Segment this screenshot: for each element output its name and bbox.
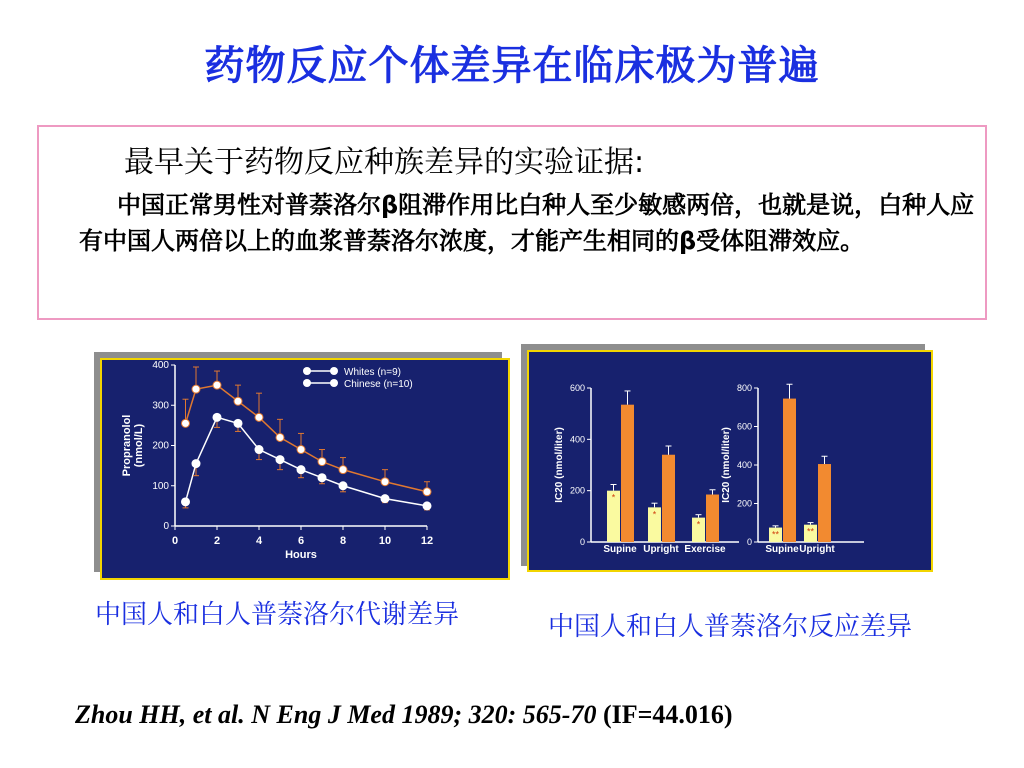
y-tick-label: 400 [736, 460, 752, 470]
data-point [182, 498, 190, 506]
y-tick-label: 600 [569, 383, 585, 393]
data-point [255, 413, 263, 421]
x-tick-label: Upright [643, 544, 679, 555]
x-tick-label: 0 [171, 535, 179, 547]
y-tick-label: 0 [746, 537, 752, 547]
data-point [318, 458, 326, 466]
significance-mark: * [652, 509, 657, 520]
x-tick-label: 12 [420, 535, 434, 547]
bar-chart-frame [521, 344, 933, 572]
y-tick-label: 200 [736, 498, 752, 509]
legend-marker [303, 367, 311, 375]
y-axis-label-group [554, 427, 565, 503]
data-point [339, 482, 347, 490]
impact-factor: (IF=44.016) [596, 700, 733, 729]
x-tick-label: Supine [765, 544, 799, 555]
data-point [318, 474, 326, 482]
y-tick-label: 400 [152, 360, 169, 371]
line-chart [102, 360, 508, 578]
bar-orange [621, 405, 634, 542]
data-point [234, 397, 242, 405]
data-point [182, 419, 190, 427]
y-axis-label-group [121, 415, 145, 477]
data-point [297, 466, 305, 474]
bar-orange [818, 464, 831, 542]
x-tick-label: Upright [799, 544, 835, 555]
y-tick-label: 200 [569, 485, 585, 496]
legend-marker [303, 379, 311, 387]
significance-mark: ** [771, 529, 780, 540]
significance-mark: * [611, 492, 616, 503]
line-chart-frame [94, 352, 510, 580]
bar-orange [783, 399, 796, 542]
data-point [213, 381, 221, 389]
y-tick-label: 0 [163, 521, 169, 532]
data-point [276, 433, 284, 441]
evidence-text: 中国正常男性对普萘洛尔β阻滞作用比白种人至少敏感两倍，也就是说，白种人应有中国人两倍以上的血浆普萘洛尔浓度，才能产生相同的β受体阻滞效应。 [79, 191, 975, 255]
caption-left: 中国人和白人普萘洛尔代谢差异 [95, 600, 460, 630]
data-point [213, 413, 221, 421]
x-tick-label: 8 [339, 535, 347, 547]
bar-orange [706, 495, 719, 542]
series-line [186, 385, 428, 492]
legend-label: Whites (n=9) [344, 367, 401, 378]
x-tick-label: Supine [603, 544, 637, 555]
data-point [192, 460, 200, 468]
x-tick-label: 10 [378, 535, 392, 547]
reference-citation: Zhou HH, et al. N Eng J Med 1989; 320: 565-70 [75, 700, 597, 729]
legend-marker [330, 379, 338, 387]
bar-orange [662, 455, 675, 542]
y-tick-label: 400 [569, 434, 585, 445]
data-point [255, 446, 263, 454]
evidence-box [37, 125, 987, 320]
y-tick-label: 0 [579, 537, 585, 547]
reference [75, 700, 733, 730]
y-axis-label: (nmol/L) [133, 423, 145, 468]
legend-marker [330, 367, 338, 375]
y-axis-label: IC20 (nmol/liter) [721, 427, 732, 503]
data-point [381, 495, 389, 503]
data-point [192, 385, 200, 393]
data-point [297, 446, 305, 454]
page-title: 药物反应个体差异在临床极为普遍 [204, 43, 820, 89]
data-point [276, 456, 284, 464]
data-point [234, 419, 242, 427]
x-tick-label: 2 [213, 535, 221, 547]
evidence-heading: 最早关于药物反应种族差异的实验证据: [124, 145, 645, 180]
y-tick-label: 600 [736, 421, 752, 432]
data-point [423, 502, 431, 510]
x-tick-label: 6 [297, 535, 305, 547]
x-tick-label: Exercise [684, 544, 726, 555]
significance-mark: ** [806, 526, 815, 537]
y-axis-label: Propranolol [121, 414, 133, 477]
significance-mark: * [696, 519, 701, 530]
bar-charts [529, 352, 931, 570]
y-tick-label: 200 [152, 440, 169, 452]
x-tick-label: 4 [255, 535, 263, 547]
caption-right: 中国人和白人普萘洛尔反应差异 [548, 612, 913, 642]
y-axis-label-group [721, 427, 732, 503]
line-chart-panel [100, 358, 510, 580]
data-point [423, 488, 431, 496]
y-axis-label: IC20 (nmol/liter) [554, 427, 565, 503]
x-axis-label: Hours [285, 549, 317, 561]
series-line [186, 417, 428, 506]
y-tick-label: 100 [152, 480, 169, 492]
y-tick-label: 800 [736, 383, 752, 393]
y-tick-label: 300 [152, 400, 169, 412]
bar-chart-panel [527, 350, 933, 572]
data-point [381, 478, 389, 486]
data-point [339, 466, 347, 474]
legend-label: Chinese (n=10) [344, 379, 413, 390]
